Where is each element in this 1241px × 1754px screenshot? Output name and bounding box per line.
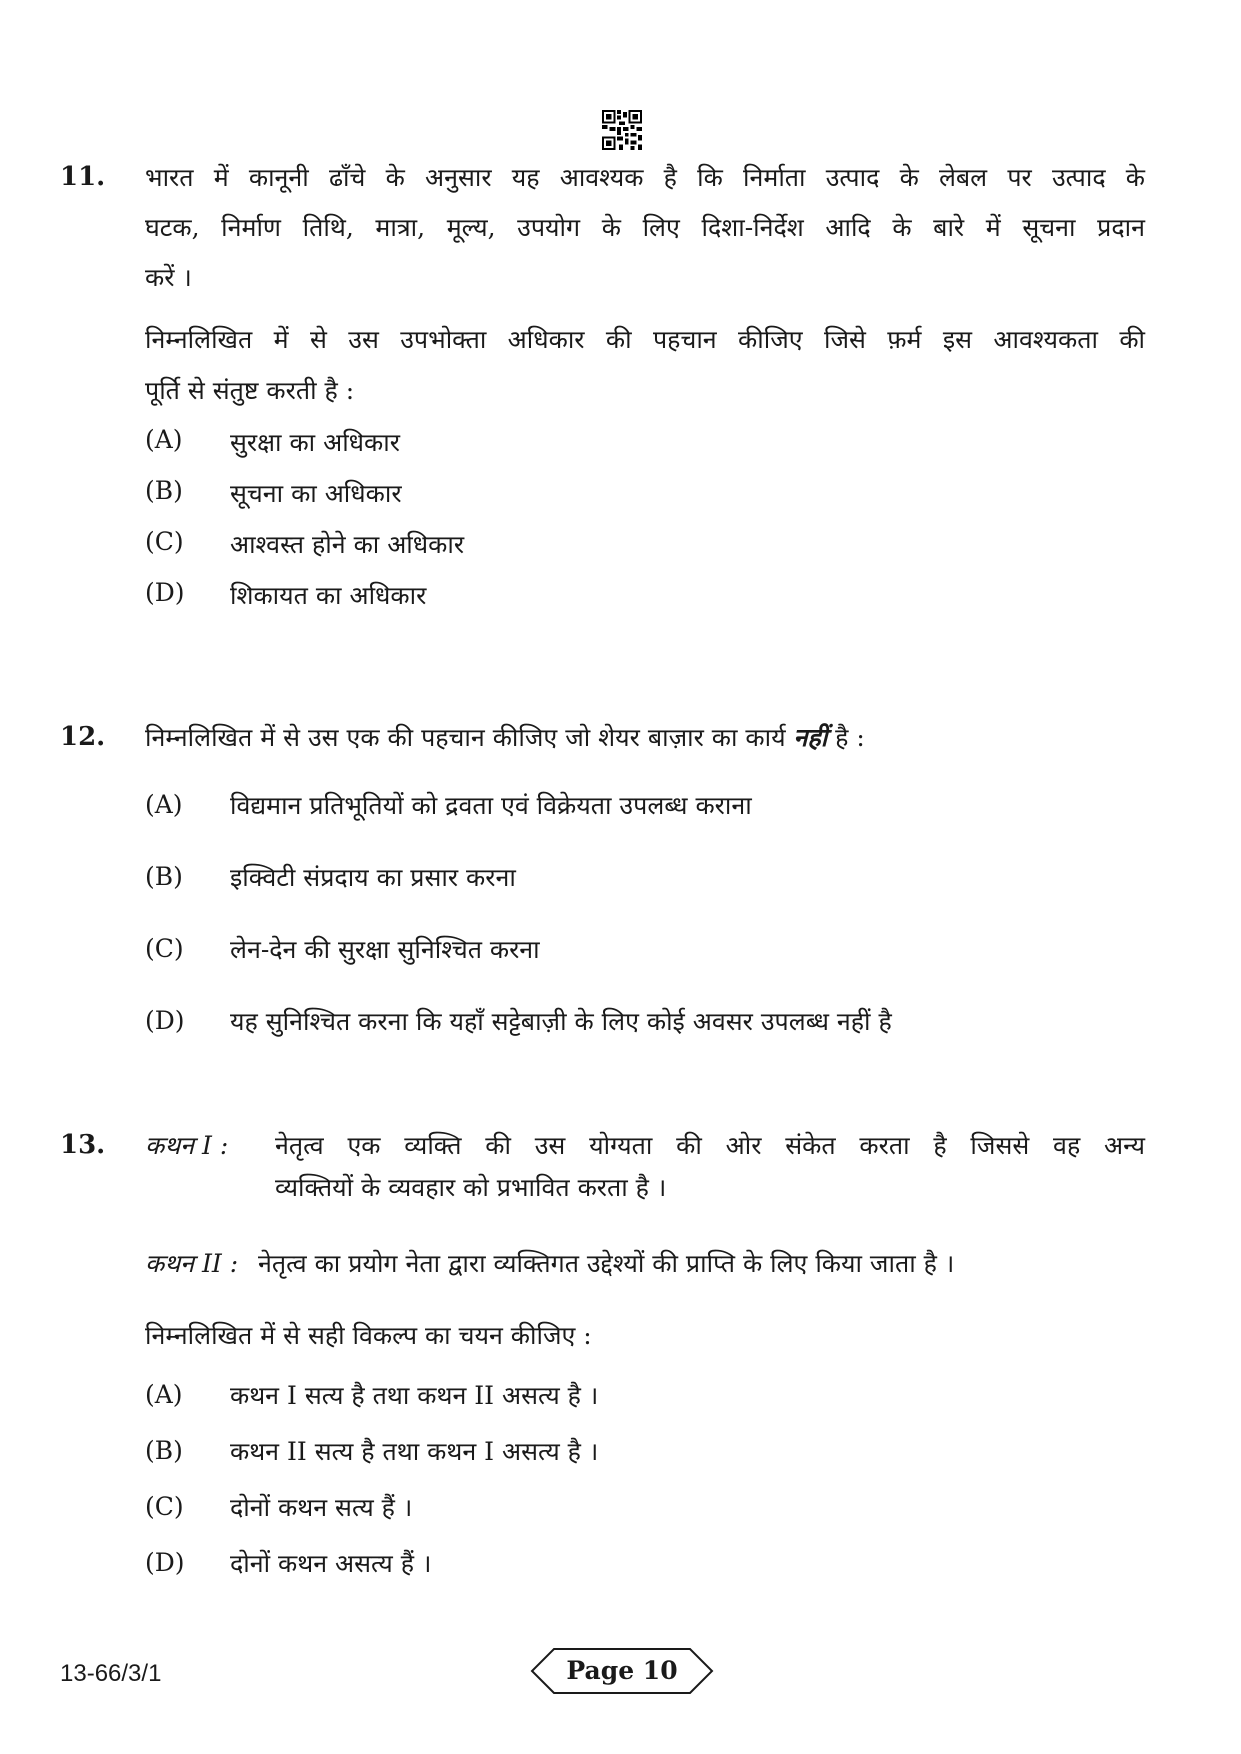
option-label: (B) bbox=[145, 1436, 183, 1465]
paper-code: 13-66/3/1 bbox=[60, 1660, 162, 1687]
option-label: (A) bbox=[145, 790, 183, 819]
question-number: 11. bbox=[60, 162, 106, 192]
option-label: (A) bbox=[145, 425, 183, 454]
statement-text: नेतृत्व का प्रयोग नेता द्वारा व्यक्तिगत उद्देश्यों की प्राप्ति के लिए किया जाता है । bbox=[258, 1249, 955, 1278]
question-stem-line: घटक, निर्माण तिथि, मात्रा, मूल्य, उपयोग के लिए दिशा-निर्देश आदि के बारे में सूचना प्रदान bbox=[145, 213, 1145, 242]
option-text: लेन-देन की सुरक्षा सुनिश्चित करना bbox=[230, 935, 540, 964]
question-number: 13. bbox=[60, 1130, 106, 1160]
question-stem-line: करें । bbox=[145, 263, 192, 292]
stem-text: है : bbox=[827, 723, 865, 752]
option-text: कथन I सत्य है तथा कथन II असत्य है । bbox=[230, 1381, 599, 1410]
option-text: कथन II सत्य है तथा कथन I असत्य है । bbox=[230, 1437, 599, 1466]
instruction-text: निम्नलिखित में से सही विकल्प का चयन कीजिए : bbox=[145, 1321, 592, 1350]
question-number: 12. bbox=[60, 722, 106, 752]
statement-label: कथन II : bbox=[145, 1249, 239, 1278]
question-stem-line: निम्नलिखित में से उस उपभोक्ता अधिकार की पहचान कीजिए जिसे फ़र्म इस आवश्यकता की bbox=[145, 325, 1145, 354]
option-text: इक्विटी संप्रदाय का प्रसार करना bbox=[230, 863, 516, 892]
option-text: सूचना का अधिकार bbox=[230, 479, 402, 508]
option-label: (D) bbox=[145, 1548, 185, 1577]
option-label: (C) bbox=[145, 527, 184, 556]
question-stem-line: पूर्ति से संतुष्ट करती है : bbox=[145, 376, 355, 405]
stem-emphasis: नहीं bbox=[793, 723, 828, 752]
qr-code-icon bbox=[602, 110, 642, 150]
option-text: दोनों कथन असत्य हैं । bbox=[230, 1549, 432, 1578]
option-label: (C) bbox=[145, 1492, 184, 1521]
option-text: विद्यमान प्रतिभूतियों को द्रवता एवं विक्रेयता उपलब्ध कराना bbox=[230, 791, 752, 820]
option-label: (C) bbox=[145, 934, 184, 963]
option-text: आश्वस्त होने का अधिकार bbox=[230, 530, 465, 559]
option-text: यह सुनिश्चित करना कि यहाँ सट्टेबाज़ी के लिए कोई अवसर उपलब्ध नहीं है bbox=[230, 1007, 892, 1036]
option-label: (D) bbox=[145, 578, 185, 607]
option-label: (A) bbox=[145, 1380, 183, 1409]
option-label: (B) bbox=[145, 862, 183, 891]
option-text: सुरक्षा का अधिकार bbox=[230, 428, 400, 457]
statement-label: कथन I : bbox=[145, 1131, 229, 1160]
question-stem-line: भारत में कानूनी ढाँचे के अनुसार यह आवश्यक है कि निर्माता उत्पाद के लेबल पर उत्पाद के bbox=[145, 163, 1145, 192]
option-label: (D) bbox=[145, 1006, 185, 1035]
statement-text: व्यक्तियों के व्यवहार को प्रभावित करता है । bbox=[275, 1173, 667, 1202]
question-stem bbox=[145, 720, 865, 754]
option-text: शिकायत का अधिकार bbox=[230, 581, 427, 610]
option-label: (B) bbox=[145, 476, 183, 505]
page-number-badge bbox=[530, 1647, 714, 1695]
page-number: Page 10 bbox=[566, 1656, 678, 1685]
option-text: दोनों कथन सत्य हैं । bbox=[230, 1493, 413, 1522]
stem-text: निम्नलिखित में से उस एक की पहचान कीजिए जो शेयर बाज़ार का कार्य bbox=[145, 723, 794, 752]
statement-text: नेतृत्व एक व्यक्ति की उस योग्यता की ओर संकेत करता है जिससे वह अन्य bbox=[275, 1131, 1145, 1160]
